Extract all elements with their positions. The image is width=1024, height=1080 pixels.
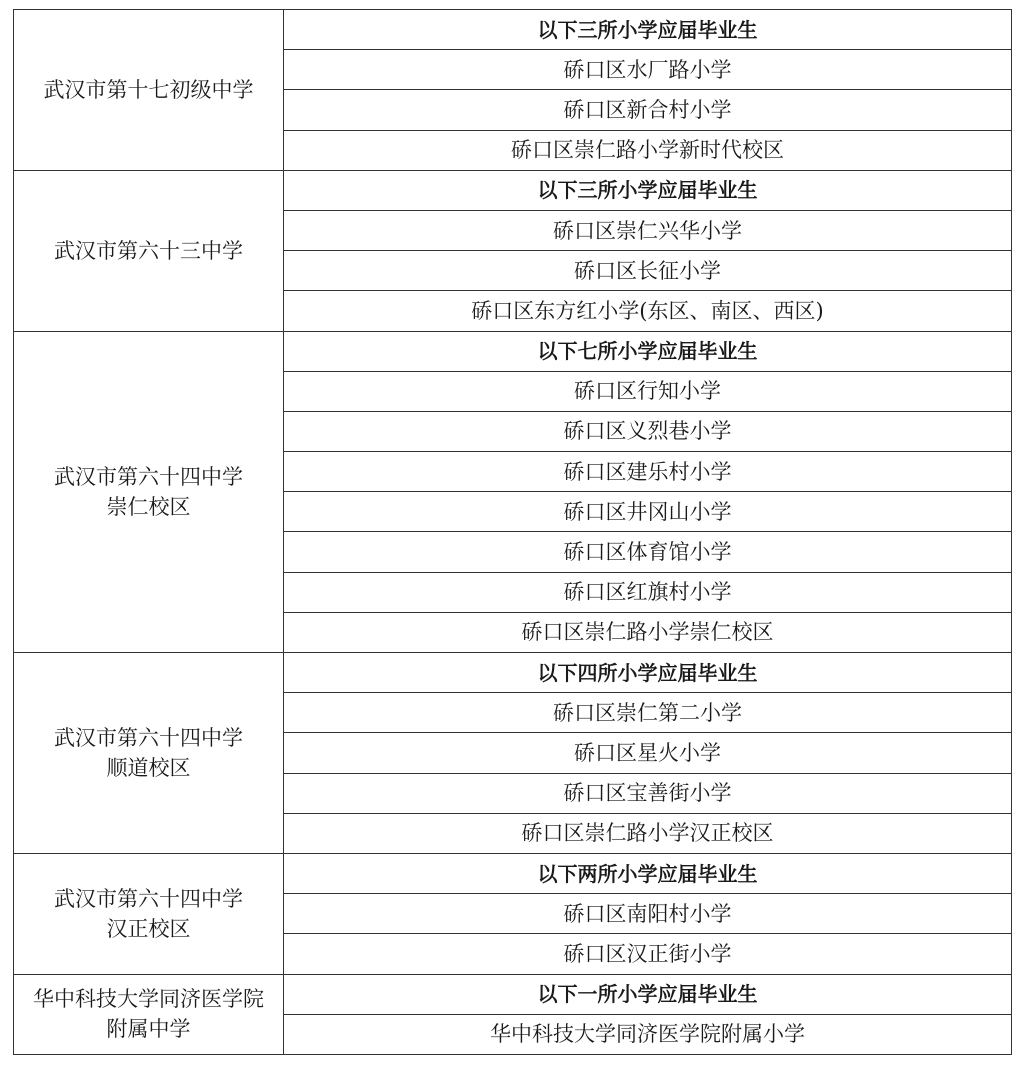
primary-school-cell: 硚口区行知小学 bbox=[284, 371, 1012, 411]
primary-school-cell: 硚口区井冈山小学 bbox=[284, 492, 1012, 532]
group-header-row bbox=[14, 853, 1012, 893]
group-header-cell: 以下一所小学应届毕业生 bbox=[284, 974, 1012, 1014]
group-header-row bbox=[14, 170, 1012, 210]
middle-school-cell bbox=[14, 853, 284, 974]
middle-school-cell bbox=[14, 170, 284, 331]
middle-school-name-line: 武汉市第十七初级中学 bbox=[43, 77, 254, 102]
group-header-row bbox=[14, 10, 1012, 50]
primary-school-cell: 硚口区南阳村小学 bbox=[284, 894, 1012, 934]
middle-school-name-line: 华中科技大学同济医学院 bbox=[33, 987, 264, 1012]
primary-school-cell: 硚口区汉正街小学 bbox=[284, 934, 1012, 974]
primary-school-cell: 硚口区崇仁兴华小学 bbox=[284, 210, 1012, 250]
group-header-cell: 以下两所小学应届毕业生 bbox=[284, 853, 1012, 893]
enrollment-table bbox=[13, 9, 1012, 1055]
group-header-row bbox=[14, 331, 1012, 371]
primary-school-cell: 硚口区崇仁第二小学 bbox=[284, 693, 1012, 733]
group-header-cell: 以下三所小学应届毕业生 bbox=[284, 170, 1012, 210]
middle-school-cell bbox=[14, 10, 284, 171]
primary-school-cell: 硚口区水厂路小学 bbox=[284, 50, 1012, 90]
middle-school-name-line: 武汉市第六十四中学 bbox=[54, 464, 243, 489]
middle-school-name-line: 武汉市第六十三中学 bbox=[54, 238, 243, 263]
group-header-cell: 以下三所小学应届毕业生 bbox=[284, 10, 1012, 50]
primary-school-cell: 硚口区东方红小学(东区、南区、西区) bbox=[284, 291, 1012, 331]
group-header-cell: 以下四所小学应届毕业生 bbox=[284, 653, 1012, 693]
group-header-row bbox=[14, 653, 1012, 693]
primary-school-cell: 硚口区新合村小学 bbox=[284, 90, 1012, 130]
middle-school-name-line: 附属中学 bbox=[106, 1017, 191, 1042]
primary-school-cell: 硚口区宝善街小学 bbox=[284, 773, 1012, 813]
enrollment-table-body bbox=[14, 10, 1012, 1055]
primary-school-cell: 华中科技大学同济医学院附属小学 bbox=[284, 1014, 1012, 1054]
middle-school-cell bbox=[14, 331, 284, 653]
middle-school-cell bbox=[14, 653, 284, 854]
group-header-row bbox=[14, 974, 1012, 1014]
primary-school-cell: 硚口区建乐村小学 bbox=[284, 452, 1012, 492]
middle-school-cell bbox=[14, 974, 284, 1054]
primary-school-cell: 硚口区星火小学 bbox=[284, 733, 1012, 773]
group-header-cell: 以下七所小学应届毕业生 bbox=[284, 331, 1012, 371]
primary-school-cell: 硚口区体育馆小学 bbox=[284, 532, 1012, 572]
primary-school-cell: 硚口区红旗村小学 bbox=[284, 572, 1012, 612]
primary-school-cell: 硚口区义烈巷小学 bbox=[284, 411, 1012, 451]
primary-school-cell: 硚口区长征小学 bbox=[284, 251, 1012, 291]
primary-school-cell: 硚口区崇仁路小学汉正校区 bbox=[284, 813, 1012, 853]
middle-school-name-line: 武汉市第六十四中学 bbox=[54, 886, 243, 911]
middle-school-name-line: 崇仁校区 bbox=[106, 494, 191, 519]
primary-school-cell: 硚口区崇仁路小学崇仁校区 bbox=[284, 612, 1012, 652]
middle-school-name-line: 顺道校区 bbox=[106, 755, 191, 780]
primary-school-cell: 硚口区崇仁路小学新时代校区 bbox=[284, 130, 1012, 170]
middle-school-name-line: 武汉市第六十四中学 bbox=[54, 725, 243, 750]
middle-school-name-line: 汉正校区 bbox=[106, 916, 191, 941]
